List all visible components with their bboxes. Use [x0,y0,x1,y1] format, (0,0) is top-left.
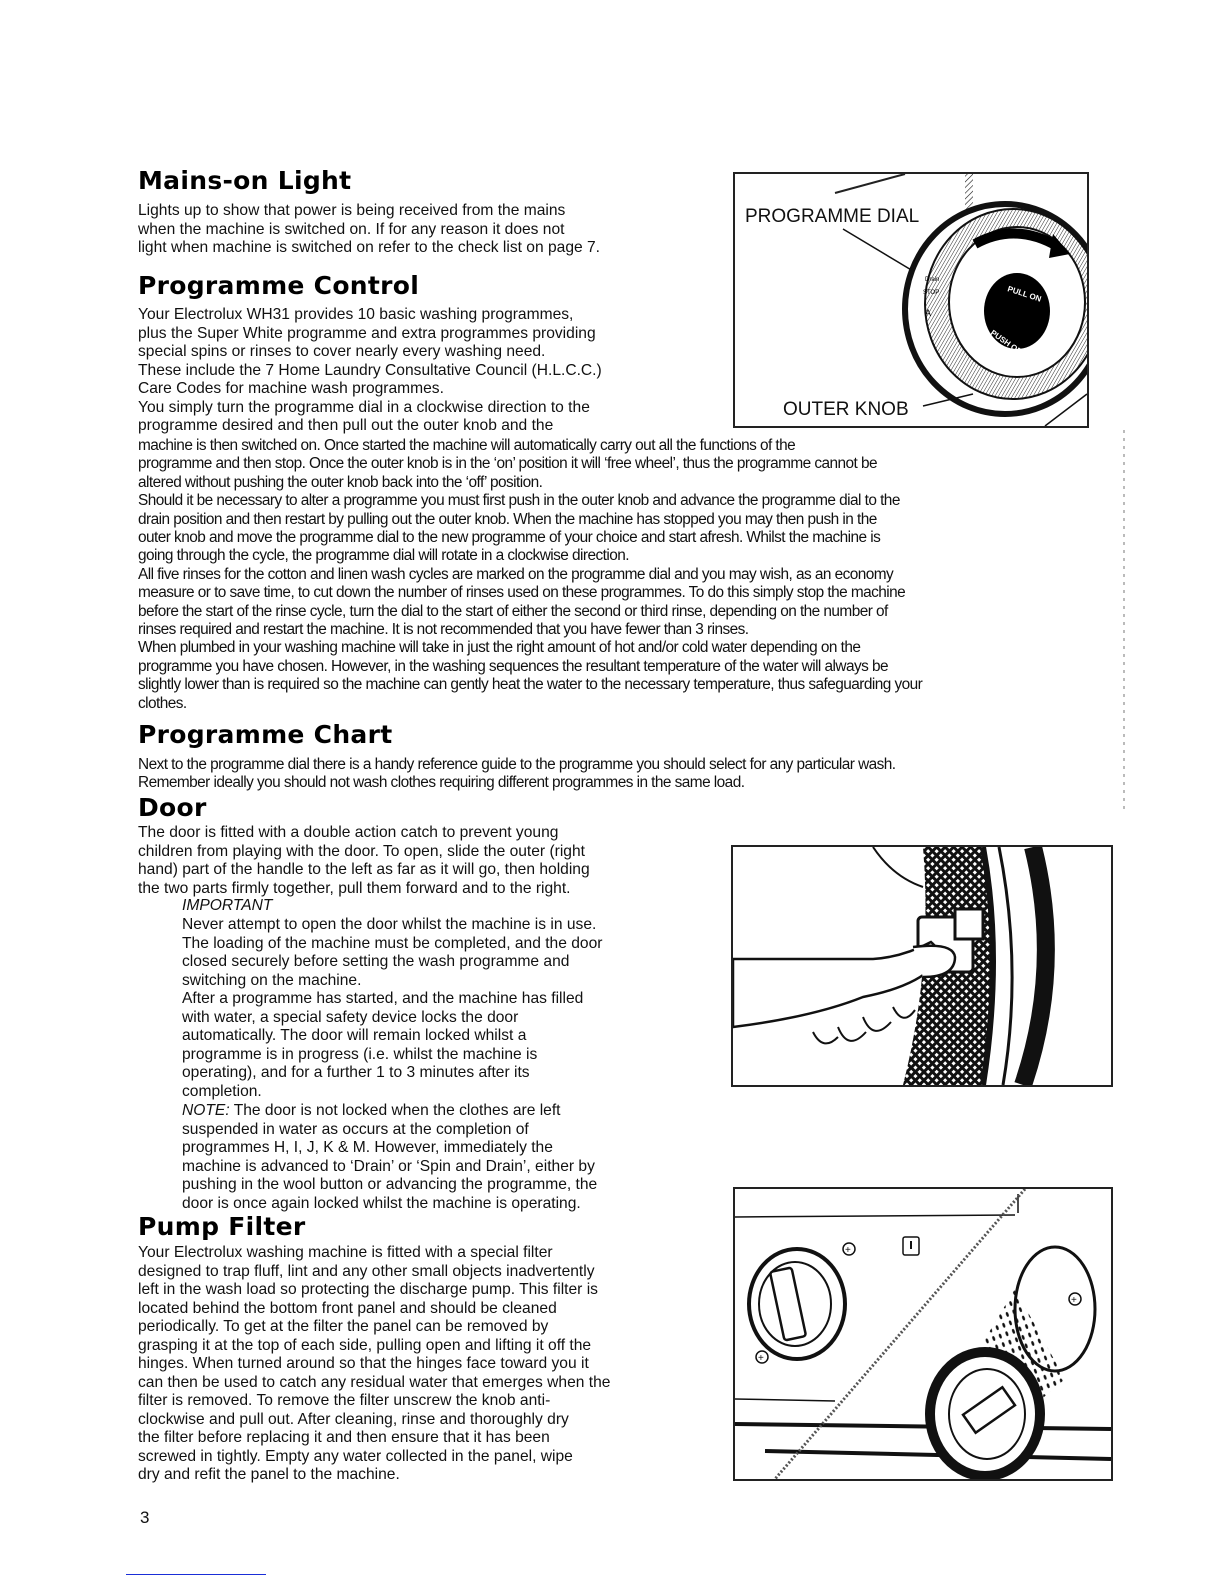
pump-filter-illustration [735,1189,1111,1479]
page-number: 3 [140,1508,150,1527]
programme-chart-text: Next to the programme dial there is a handy reference guide to the programme you should select for any particular wash. Remember ideally you should not wash clothes requiring different programmes in the same load. [138,756,896,792]
dial-mark-stop: STOP [923,290,940,296]
figure-door-handle [731,845,1113,1087]
figure-programme-dial [733,172,1089,428]
mains-on-light-text: Lights up to show that power is being received from the mains when the machine is switched on. If for any reason it does not light when machine is switched on refer to the check list on page 7. [138,202,601,256]
pull-on-label: PULL ON [1006,284,1043,304]
programme-control-text: machine is then switched on. Once started the machine will automatically carry out all the functions of the programme and then stop. Once the outer knob is in the ‘on’ position it will ‘free wheel’, thus the programme cannot be altered without pushing the outer knob back into the ‘off’ position. Should it be necessary to alter a programme you must first push in the outer knob and advance the programme dial to the drain position and then restart by pulling out the outer knob. When the machine has stopped you may then push in the outer knob and move the programme dial to the new programme of your choice and start afresh. Whilst the machine is going through the cycle, the programme dial will rotate in a clockwise direction. All five rinses for the cotton and linen wash cycles are marked on the programme dial and you may wish, as an economy measure or to save time, to cut down the number of rinses used on these programmes. To do this simply stop the machine before the start of the rinse cycle, turn the dial to the start of either the second or third rinse, depending on the number of rinses required and restart the machine. It is not recommended that you have fewer than 3 rinses. When plumbed in your washing machine will take in just the right amount of hot and/or cold water depending on the programme you have chosen. However, in the washing sequences the resultant temperature of the water will always be slightly lower than is required so the machine can gently heat the water to the necessary temperature, thus safeguarding your clothes. [138,437,923,712]
heading-door: Door [138,793,207,822]
footer-rule [126,1574,266,1575]
heading-programme-control: Programme Control [138,271,420,300]
door-important-text: Never attempt to open the door whilst the machine is in use. The loading of the machine must be completed, and the door closed securely before setting the wash programme and switching on the machine. After a programme has started, and the machine has filled with water, a special safety device locks the door automatically. The door will remain locked whilst a programme is in progress (i.e. whilst the machine is operating), and for a further 1 to 3 minutes after its completion. [182,916,603,1100]
scan-edge-artifact [1123,430,1125,810]
heading-programme-chart: Programme Chart [138,720,393,749]
svg-text:+: + [845,1245,851,1256]
programme-dial-label: PROGRAMME DIAL [745,206,920,227]
svg-text:+: + [1071,1295,1077,1306]
dial-mark-drain: Drain [925,277,940,283]
door-note [182,1102,702,1213]
heading-mains-on-light: Mains-on Light [138,166,352,195]
door-text: The door is fitted with a double action catch to prevent young children from playing with the door. To open, slide the outer (right hand) part of the handle to the left as far as it will go, then holding the two parts firmly together, pull them forward and to the right. [138,824,590,897]
pump-filter-text: Your Electrolux washing machine is fitted with a special filter designed to trap fluff, lint and any other small objects inadvertently left in the wash load so protecting the discharge pump. This filter is located behind the bottom front panel and should be cleaned periodically. To get at the filter the panel can be removed by grasping it at the top of each side, pulling open and lifting it off the hinges. When turned around so that the hinges face toward you it can then be used to catch any residual water that emerges when the filter is removed. To remove the filter unscrew the knob anti- clockwise and pull out. After cleaning, rinse and thoroughly dry the filter before replacing it and then ensure that it has been screwed in tightly. Empty any water collected in the panel, wipe dry and refit the panel to the machine. [138,1244,611,1483]
door-handle-illustration [733,847,1111,1085]
svg-text:+: + [758,1353,764,1364]
door-note-text: The door is not locked when the clothes are left suspended in water as occurs at the completion of programmes H, I, J, K & M. However, immediately the machine is advanced to ‘Drain’ or ‘Spin and Drain’, either by pushing in the wool button or advancing the programme, the door is once again locked whilst the machine is operating. [182,1102,598,1212]
outer-knob-label: OUTER KNOB [783,399,909,420]
figure-pump-filter [733,1187,1113,1481]
push-off-label: PUSH OFF [988,328,1028,359]
programme-control-intro: Your Electrolux WH31 provides 10 basic washing programmes, plus the Super White programme and extra programmes providing special spins or rinses to cover nearly every washing need. These include the 7 Home Laundry Consultative Council (H.L.C.C.) Care Codes for machine wash programmes. You simply turn the programme dial in a clockwise direction to the programme desired and then pull out the outer knob and the [138,306,602,434]
door-note-label: NOTE: [182,1102,230,1119]
dial-mark-a: A [925,308,932,318]
heading-pump-filter: Pump Filter [138,1212,306,1241]
door-important-label: IMPORTANT [182,897,273,914]
